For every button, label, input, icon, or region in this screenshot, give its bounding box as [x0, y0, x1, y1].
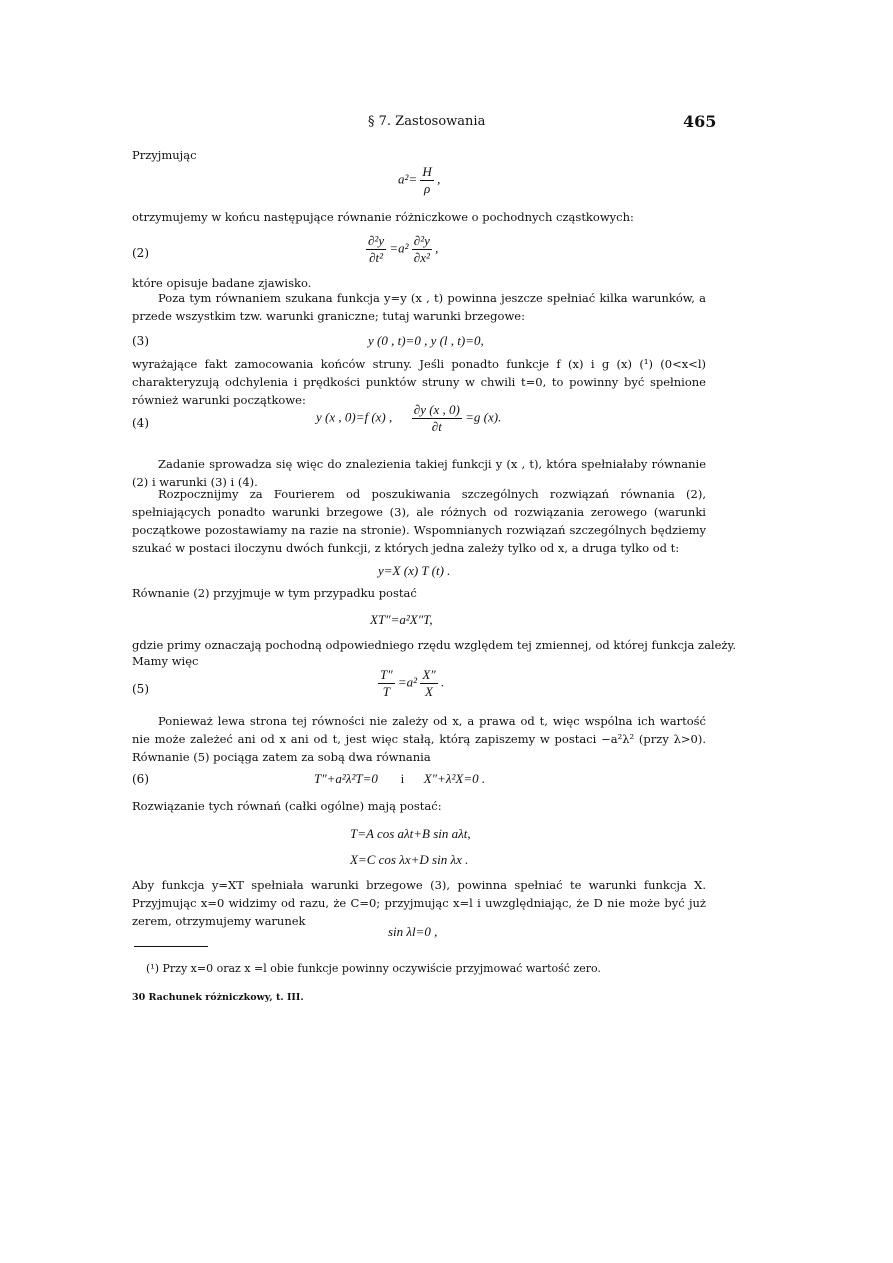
eq-a2-fraction — [420, 164, 433, 197]
eq6-conjunction: i — [400, 771, 405, 786]
equation-product: y=X (x) T (t) . — [378, 563, 451, 578]
eq5-mid: =a² — [397, 674, 418, 690]
paragraph-gdzie-primy: gdzie primy oznaczają pochodną odpowiedniego rzędu względem tej zmiennej, od której funkcja zależy. — [132, 638, 737, 652]
page-number: 465 — [683, 112, 717, 131]
paragraph-wyrazajace: wyrażające fakt zamocowania końców struny. Jeśli ponadto funkcje f (x) i g (x) (¹) (0<x<l) charakteryzują odchylenia i prędkości punktów struny w chwili t=0, to powinny być spełnione również warunki początkowe: — [132, 357, 706, 407]
eq2-num1: ∂²y — [368, 233, 385, 248]
equation-6-label: (6) — [132, 772, 149, 786]
equation-3-label: (3) — [132, 334, 149, 348]
equation-5-label: (5) — [132, 682, 149, 696]
printer-signature: 30 Rachunek różniczkowy, t. III. — [132, 992, 304, 1003]
paragraph-aby-funkcja: Aby funkcja y=XT spełniała warunki brzegowe (3), powinna spełniać te warunki funkcja X. Przyjmując x=0 widzimy od razu, że C=0; przyjmując x=l i uwzględniając, że D nie może być już zerem, otrzymujemy warunek — [132, 878, 706, 928]
eq-a2-den: ρ — [423, 181, 431, 196]
eq5-tail: . — [440, 674, 445, 690]
paragraph-poza-tym: Poza tym równaniem szukana funkcja y=y (x , t) powinna jeszcze spełniać kilka warunków, a przede wszystkim tzw. warunki graniczne; tutaj warunki brzegowe: — [132, 291, 706, 323]
eq-a2-num: H — [422, 164, 432, 179]
eq-a2-lhs: a²= — [398, 171, 418, 187]
equation-solution-T: T=A cos aλt+B sin aλt, — [350, 826, 471, 841]
equation-6 — [314, 771, 485, 787]
eq5-fraction-2 — [420, 667, 437, 700]
eq5-fraction-1 — [378, 667, 395, 700]
paragraph-rozwiazanie: Rozwiązanie tych równań (całki ogólne) mają postać: — [132, 799, 442, 813]
eq4-fraction — [412, 402, 462, 435]
eq2-num2: ∂²y — [413, 233, 430, 248]
eq2-den2: ∂x² — [413, 250, 430, 265]
equation-xtpp: XT″=a²X″T, — [370, 612, 433, 627]
footnote: (¹) Przy x=0 oraz x =l obie funkcje powinny oczywiście przyjmować wartość zero. — [146, 962, 601, 975]
paragraph-rownanie2: Równanie (2) przyjmuje w tym przypadku postać — [132, 586, 417, 600]
eq4-part-a: y (x , 0)=f (x) , — [316, 409, 393, 425]
eq4-den: ∂t — [431, 419, 442, 434]
eq5-den1: T — [382, 684, 390, 699]
paragraph-zadanie: Zadanie sprowadza się więc do znalezienia takiej funkcji y (x , t), która spełniałaby równanie (2) i warunki (3) i (4). — [132, 457, 706, 489]
eq5-den2: X — [425, 684, 433, 699]
eq-a2-tail: , — [437, 171, 441, 187]
equation-sin-condition: sin λl=0 , — [388, 924, 438, 939]
intro-word: Przyjmując — [132, 148, 197, 162]
paragraph-rozpocznijmy: Rozpocznijmy za Fourierem od poszukiwania szczególnych rozwiązań równania (2), spełniających ponadto warunki brzegowe (3), ale różnych od rozwiązania zerowego (warunki początkowe pozostawiamy na razie na stronie). Wspomnianych rozwiązań szczególnych będziemy szukać w postaci iloczynu dwóch funkcji, z których jedna zależy tylko od x, a druga tylko od t: — [132, 487, 706, 555]
equation-4 — [316, 402, 501, 435]
footnote-rule — [134, 946, 208, 947]
eq5-num1: T″ — [380, 667, 393, 682]
paragraph-poniewaz: Ponieważ lewa strona tej równości nie zależy od x, a prawa od t, więc wspólna ich wartość nie może zależeć ani od x ani od t, jest więc stałą, którą zapiszemy w postaci −a²λ² (przy λ>0). Równanie (5) pociąga zatem za sobą dwa równania — [132, 714, 706, 764]
running-header: § 7. Zastosowania — [368, 114, 486, 129]
equation-5 — [378, 667, 444, 700]
eq4-tail: =g (x). — [465, 409, 502, 425]
equation-2 — [366, 233, 438, 266]
equation-a-squared — [398, 164, 440, 197]
eq6-part-b: X″+λ²X=0 . — [423, 771, 486, 786]
eq2-fraction-2 — [412, 233, 432, 266]
equation-solution-X: X=C cos λx+D sin λx . — [350, 852, 469, 867]
paragraph-mamy-wiec: Mamy więc — [132, 654, 199, 668]
equation-3: y (0 , t)=0 , y (l , t)=0, — [368, 333, 484, 348]
eq5-num2: X″ — [422, 667, 436, 682]
equation-4-label: (4) — [132, 416, 149, 430]
eq2-tail: , — [435, 240, 439, 256]
paragraph-otrzymujemy: otrzymujemy w końcu następujące równanie różniczkowe o pochodnych cząstkowych: — [132, 210, 634, 224]
eq2-den1: ∂t² — [369, 250, 384, 265]
eq4-num: ∂y (x , 0) — [413, 402, 460, 417]
eq2-fraction-1 — [366, 233, 386, 266]
eq2-mid: =a² — [389, 240, 409, 256]
paragraph-ktore-opisuje: które opisuje badane zjawisko. — [132, 276, 312, 290]
equation-2-label: (2) — [132, 246, 149, 260]
eq6-part-a: T″+a²λ²T=0 — [314, 771, 378, 786]
